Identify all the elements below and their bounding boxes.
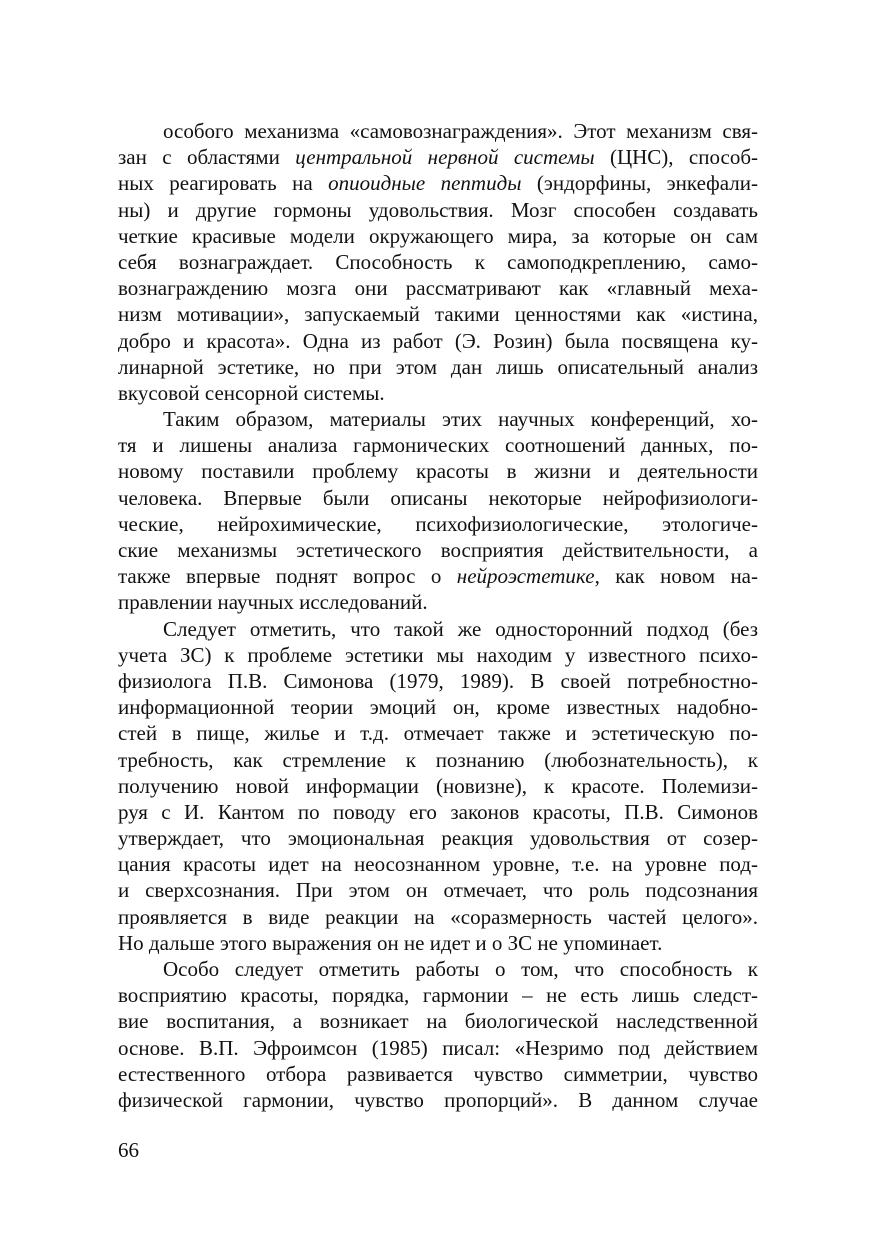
text-line bbox=[118, 406, 758, 432]
text-run: утверждает, что эмоциональная реакция удовольствия от созер- bbox=[118, 826, 758, 851]
text-line bbox=[118, 275, 758, 301]
text-run: Особо следует отметить работы о том, что способность к bbox=[163, 957, 758, 981]
text-run: низм мотивации», запускаемый такими ценностями как «истина, bbox=[118, 302, 758, 327]
text-run: цания красоты идет на неосознанном уровне, т.е. на уровне под- bbox=[118, 852, 758, 877]
text-run: получению новой информации (новизне), к красоте. Полемизи- bbox=[118, 773, 758, 798]
text-line bbox=[118, 301, 758, 327]
text-line bbox=[118, 616, 758, 642]
text-line bbox=[118, 1061, 758, 1087]
text-run: (эндорфины, энкефали- bbox=[521, 171, 758, 196]
text-line bbox=[118, 694, 758, 720]
text-line bbox=[118, 720, 758, 746]
text-line bbox=[118, 197, 758, 223]
text-line bbox=[118, 118, 758, 144]
text-line bbox=[118, 773, 758, 799]
text-line bbox=[118, 458, 758, 484]
text-run: также впервые поднят вопрос о bbox=[118, 564, 457, 589]
text-run: ных реагировать на bbox=[118, 171, 329, 196]
text-line bbox=[118, 511, 758, 537]
text-line bbox=[118, 877, 758, 903]
text-run: себя вознаграждает. Способность к самоподкреплению, само- bbox=[118, 249, 758, 274]
text-line bbox=[118, 851, 758, 877]
page-body bbox=[118, 118, 758, 1113]
text-run: ские механизмы эстетического восприятия действительности, а bbox=[118, 538, 758, 562]
text-run: информационной теории эмоций он, кроме известных надобно- bbox=[118, 695, 758, 720]
text-run: основе. В.П. Эфроимсон (1985) писал: «Незримо под действием bbox=[118, 1035, 758, 1060]
text-line bbox=[118, 354, 758, 380]
paragraph-1 bbox=[118, 118, 758, 406]
text-line bbox=[118, 432, 758, 458]
text-run: вкусовой сенсорной системы. bbox=[118, 380, 385, 405]
text-line bbox=[118, 170, 758, 196]
text-line bbox=[118, 144, 758, 170]
text-run: требность, как стремление к познанию (любознательность), к bbox=[118, 747, 758, 772]
text-run: тя и лишены анализа гармонических соотношений данных, по- bbox=[118, 433, 758, 458]
text-run: (ЦНС), способ- bbox=[594, 145, 758, 170]
text-line bbox=[118, 956, 758, 982]
italic-term: центральной нервной системы bbox=[295, 145, 595, 170]
text-line bbox=[118, 223, 758, 249]
paragraph-2 bbox=[118, 406, 758, 616]
text-line bbox=[118, 485, 758, 511]
text-run: вие воспитания, а возникает на биологической наследственной bbox=[118, 1009, 758, 1034]
italic-term: нейроэстетике bbox=[456, 564, 595, 589]
text-line bbox=[118, 380, 758, 406]
text-line bbox=[118, 799, 758, 825]
text-run: восприятию красоты, порядка, гармонии – не есть лишь следст- bbox=[118, 983, 758, 1008]
text-run: линарной эстетике, но при этом дан лишь описательный анализ bbox=[118, 354, 758, 379]
text-run: и сверхсознания. При этом он отмечает, что роль подсознания bbox=[118, 878, 758, 903]
text-run: учета ЗС) к проблеме эстетики мы находим у известного психо- bbox=[118, 642, 758, 667]
text-run: Следует отметить, что такой же односторонний подход (без bbox=[163, 616, 758, 641]
text-run: физической гармонии, чувство пропорций». В данном случае bbox=[118, 1087, 758, 1112]
text-line bbox=[118, 328, 758, 354]
text-run: Но дальше этого выражения он не идет и о ЗС не упоминает. bbox=[118, 930, 663, 955]
text-line bbox=[118, 668, 758, 694]
text-run: ны) и другие гормоны удовольствия. Мозг способен создавать bbox=[118, 197, 758, 222]
text-run: физиолога П.В. Симонова (1979, 1989). В своей потребностно- bbox=[118, 668, 758, 693]
text-line bbox=[118, 563, 758, 589]
text-line bbox=[118, 1087, 758, 1113]
text-line bbox=[118, 589, 758, 615]
text-run: проявляется в виде реакции на «соразмерность частей целого». bbox=[118, 904, 758, 929]
text-line bbox=[118, 904, 758, 930]
text-run: добро и красота». Одна из работ (Э. Розин) была посвящена ку- bbox=[118, 328, 758, 353]
text-line bbox=[118, 825, 758, 851]
text-run: зан с областями bbox=[118, 145, 296, 170]
page-number: 66 bbox=[118, 1138, 139, 1162]
text-line bbox=[118, 1035, 758, 1061]
text-run: особого механизма «самовознаграждения». Этот механизм свя- bbox=[163, 119, 758, 143]
text-run: Таким образом, материалы этих научных конференций, хо- bbox=[163, 407, 758, 432]
text-run: правлении научных исследований. bbox=[118, 590, 428, 615]
text-run: ческие, нейрохимические, психофизиологические, этологиче- bbox=[118, 511, 758, 536]
paragraph-3 bbox=[118, 616, 758, 956]
text-run: новому поставили проблему красоты в жизни и деятельности bbox=[118, 459, 758, 484]
text-run: стей в пище, жилье и т.д. отмечает также и эстетическую по- bbox=[118, 721, 758, 746]
text-line bbox=[118, 249, 758, 275]
text-line bbox=[118, 982, 758, 1008]
text-run: естественного отбора развивается чувство симметрии, чувство bbox=[118, 1061, 758, 1086]
text-line bbox=[118, 930, 758, 956]
text-run: человека. Впервые были описаны некоторые нейрофизиологи- bbox=[118, 485, 758, 510]
text-line bbox=[118, 537, 758, 563]
text-run: вознаграждению мозга они рассматривают как «главный меха- bbox=[118, 276, 758, 301]
text-run: руя с И. Кантом по поводу его законов красоты, П.В. Симонов bbox=[118, 799, 758, 824]
text-run: четкие красивые модели окружающего мира, за которые он сам bbox=[118, 223, 758, 248]
text-line bbox=[118, 642, 758, 668]
text-line bbox=[118, 747, 758, 773]
text-line bbox=[118, 1008, 758, 1034]
paragraph-4 bbox=[118, 956, 758, 1113]
italic-term: опиоидные пептиды bbox=[328, 171, 522, 196]
text-run: , как новом на- bbox=[594, 564, 758, 589]
